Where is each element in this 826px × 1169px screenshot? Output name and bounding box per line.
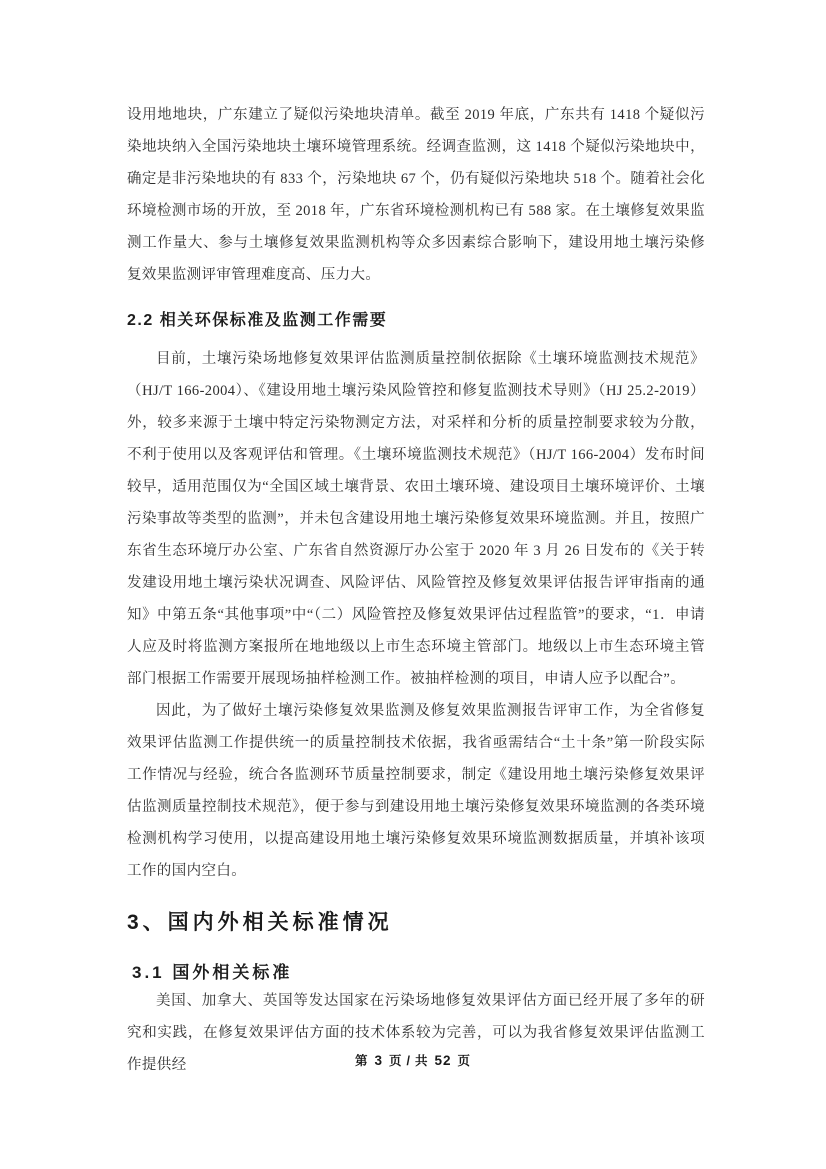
- paragraph-therefore: 因此，为了做好土壤污染修复效果监测及修复效果监测报告评审工作，为全省修复效果评估监测工作提供统一的质量控制技术依据，我省亟需结合“土十条”第一阶段实际工作情况与经验，统合各监测环节质量控制要求，制定《建设用地土壤污染修复效果评估监测质量控制技术规范》，便于参与到建设用地土壤污染修复效果环境监测的各类环境检测机构学习使用，以提高建设用地土壤污染修复效果环境监测数据质量，并填补该项工作的国内空白。: [127, 703, 705, 879]
- footer-label-di: 第: [354, 1054, 369, 1068]
- paragraph-continuation: 设用地地块，广东建立了疑似污染地块清单。截至 2019 年底，广东共有 1418 个疑似污染地块纳入全国污染地块土壤环境管理系统。经调查监测，这 1418 个疑似污染地块中，确定是非污染地块的有 833 个，污染地块 67 个，仍有疑似污染地块 518 个。随着社会化环境检测市场的开放，至 2018 年，广东省环境检测机构已有 588 家。在土壤修复效果监测工作量大、参与土壤修复效果监测机构等众多因素综合影响下，建设用地土壤污染修复效果监测评审管理难度高、压力大。: [127, 107, 705, 283]
- footer-current-page: 3: [374, 1053, 383, 1068]
- footer-total-pages: 52: [434, 1053, 452, 1068]
- footer-label-ye2: 页: [457, 1054, 472, 1068]
- chapter-heading-3: 3、国内外相关标准情况: [127, 911, 393, 934]
- page-footer: [0, 1051, 826, 1069]
- section-heading-3-1: 3.1 国外相关标准: [132, 963, 293, 982]
- paragraph-current-standards: 目前，土壤污染场地修复效果评估监测质量控制依据除《土壤环境监测技术规范》（HJ/T 166-2004）、《建设用地土壤污染风险管控和修复监测技术导则》（HJ 25.2-2019）外，较多来源于土壤中特定污染物测定方法，对采样和分析的质量控制要求较为分散，不利于使用以及客观评估和管理。《土壤环境监测技术规范》（HJ/T 166-2004）发布时间较早，适用范围仅为“全国区域土壤背景、农田土壤环境、建设项目土壤环境评价、土壤污染事故等类型的监测”，并未包含建设用地土壤污染修复效果环境监测。并且，按照广东省生态环境厅办公室、广东省自然资源厅办公室于 2020 年 3 月 26 日发布的《关于转发建设用地土壤污染状况调查、风险评估、风险管控及修复效果评估报告评审指南的通知》中第五条“其他事项”中“（二）风险管控及修复效果评估过程监管”的要求，“1．申请人应及时将监测方案报所在地地级以上市生态环境主管部门。地级以上市生态环境主管部门根据工作需要开展现场抽样检测工作。被抽样检测的项目，申请人应予以配合”。: [127, 351, 705, 687]
- paragraph-foreign-standards: 美国、加拿大、英国等发达国家在污染场地修复效果评估方面已经开展了多年的研究和实践，在修复效果评估方面的技术体系较为完善，可以为我省修复效果评估监测工作提供经: [127, 993, 705, 1073]
- footer-label-ye1: 页: [388, 1054, 403, 1068]
- footer-separator: /: [406, 1054, 411, 1068]
- footer-label-gong: 共: [414, 1054, 429, 1068]
- section-heading-2-2: 2.2 相关环保标准及监测工作需要: [127, 312, 388, 329]
